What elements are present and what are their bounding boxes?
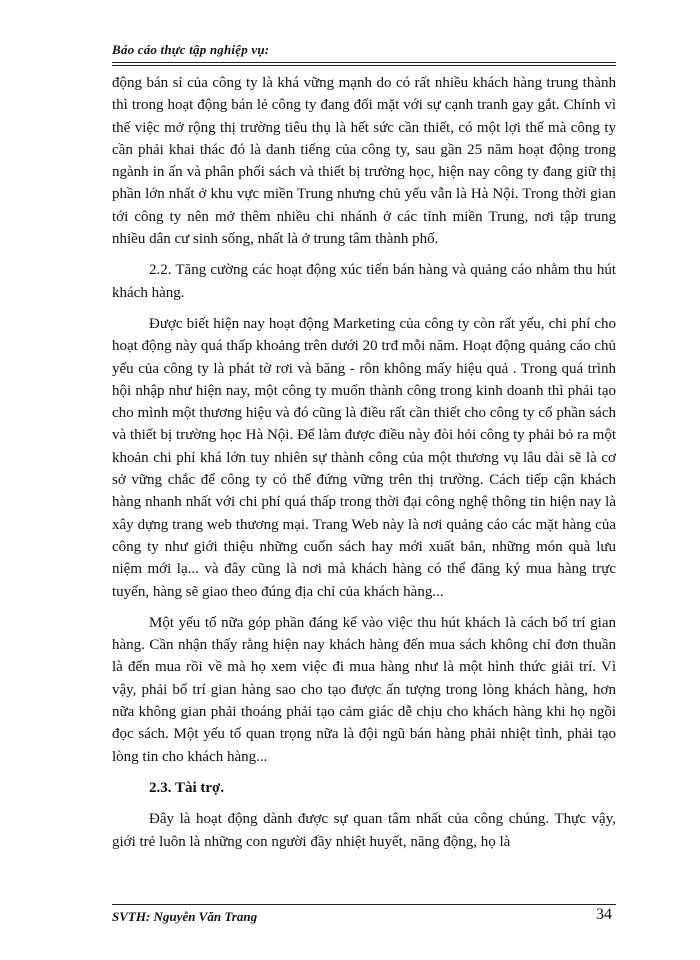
paragraph-marketing: Được biết hiện nay hoạt động Marketing của công ty còn rất yếu, chi phí cho hoạt động này quá thấp khoảng trên dưới 20 trđ mỗi năm. Hoạt động quảng cáo chủ yếu của công ty là phát tờ rơi và băng - rôn không mấy hiệu quả . Trong quá trình hội nhập như hiện nay, một công ty muốn thành công trong kinh doanh thì phải tạo cho mình một thương hiệu và đó cũng là điều rất cần thiết cho công ty cổ phần sách và thiết bị trường học Hà Nội. Để làm được điều này đòi hỏi công ty phải bỏ ra một khoản chi phí khá lớn tuy nhiên sự thành công của một thương vụ lâu dài sẽ là cơ sở vững chắc để công ty có thể đứng vững trên thị trường. Cách tiếp cận khách hàng nhanh nhất với chi phí quá thấp trong thời đại công nghệ thông tin hiện nay là xây dựng trang web thương mại. Trang Web này là nơi quảng cáo các mặt hàng của công ty như giới thiệu những cuốn sách hay mới xuất bản, những món quà lưu niệm mới lạ... và đây cũng là nơi mà khách hàng có thể đăng ký mua hàng trực tuyến, hàng sẽ giao theo đúng địa chỉ của khách hàng... xyxy=(112,315,616,600)
footer-author: SVTH: Nguyễn Văn Trang xyxy=(112,909,258,924)
paragraph-sponsorship: Đây là hoạt động dành được sự quan tâm nhất của công chúng. Thực vậy, giới trẻ luôn là những con người đầy nhiệt huyết, năng động, họ là xyxy=(112,811,616,850)
paragraph-store-layout: Một yếu tố nữa góp phần đáng kể vào việc thu hút khách là cách bố trí gian hàng. Cần nhận thấy rằng hiện nay khách hàng đến mua sách không chỉ đơn thuần là đến mua rồi về mà họ xem việc đi mua hàng như là một hình thức giải trí. Vì vậy, phải bố trí gian hàng sao cho tạo được ấn tượng trong lòng khách hàng, hơn nữa không gian phải thoáng phải tạo cảm giác dễ chịu cho khách hàng khi họ ngồi đọc sách. Một yếu tố quan trọng nữa là đội ngũ bán hàng phải nhiệt tình, phải tạo lòng tin cho khách hàng... xyxy=(112,614,616,765)
running-header: Báo cáo thực tập nghiệp vụ: xyxy=(112,42,270,57)
section-heading-2-2: 2.2. Tăng cường các hoạt động xúc tiến bán hàng và quảng cáo nhằm thu hút khách hàng. xyxy=(112,262,616,301)
header-rule xyxy=(112,62,616,63)
paragraph-continued: động bán sỉ của công ty là khá vững mạnh do có rất nhiều khách hàng trung thành thì trong hoạt động bán lẻ công ty đang đối mặt với sự cạnh tranh gay gắt. Chính vì thế việc mở rộng thị trường tiêu thụ là hết sức cần thiết, có một lợi thế mà công ty cần phải khai thác đó là danh tiếng của công ty, sau gần 25 năm hoạt động trong ngành in ấn và phân phối sách và thiết bị trường học, hiện nay công ty đang giữ thị phần lớn nhất ở khu vực miền Trung nhưng chủ yếu vẫn là Hà Nội. Trong thời gian tới công ty nên mở thêm nhiều chi nhánh ở các tỉnh miền Trung, nơi tập trung nhiều dân cư sinh sống, nhất là ở trung tâm thành phố. xyxy=(112,75,616,248)
page-number: 34 xyxy=(596,906,612,923)
section-heading-2-3: 2.3. Tài trợ. xyxy=(149,779,225,796)
page-body xyxy=(112,72,616,853)
header-rule-thin xyxy=(112,65,616,66)
footer-rule xyxy=(112,904,616,905)
